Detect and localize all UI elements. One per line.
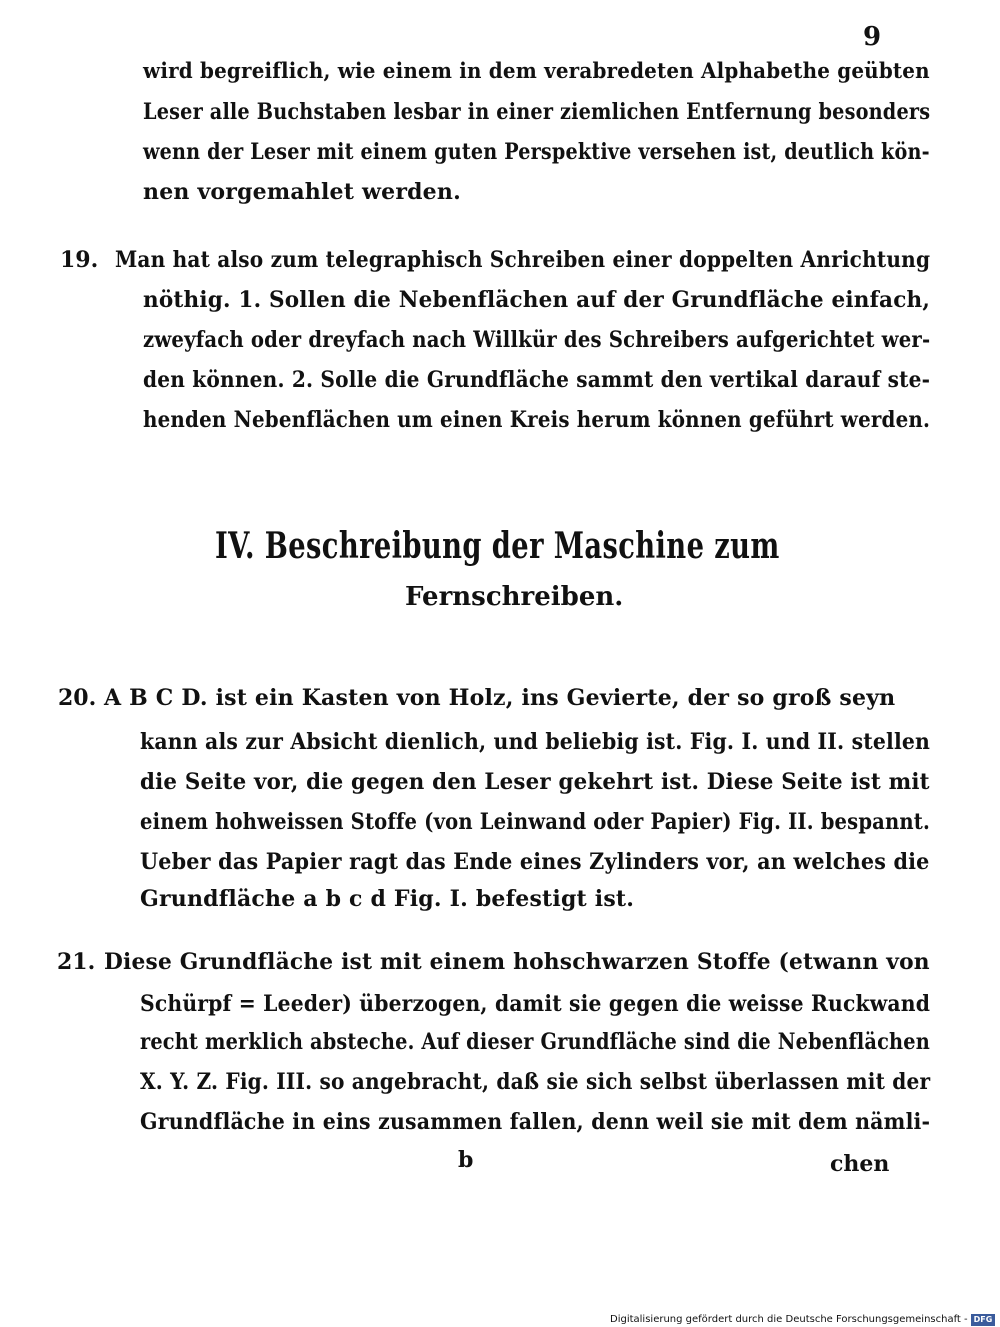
- paragraph-line: henden Nebenflächen um einen Kreis herum können geführt werden.: [143, 407, 931, 433]
- catchword: chen: [830, 1151, 890, 1177]
- paragraph-line: X. Y. Z. Fig. III. so angebracht, daß sie sich selbst überlassen mit der: [140, 1069, 931, 1095]
- intro-line: Leser alle Buchstaben lesbar in einer ziemlichen Entfernung besonders: [143, 99, 931, 125]
- digitization-credit: [610, 1313, 995, 1327]
- section-subheading: Fernschreiben.: [405, 582, 624, 612]
- paragraph-line: A B C D. ist ein Kasten von Holz, ins Gevierte, der so groß seyn: [104, 685, 896, 711]
- paragraph-line: zweyfach oder dreyfach nach Willkür des Schreibers aufgerichtet wer-: [143, 327, 931, 353]
- paragraph-line: Schürpf = Leeder) überzogen, damit sie gegen die weisse Ruckwand: [140, 991, 931, 1017]
- paragraph-line: Grundfläche in eins zusammen fallen, denn weil sie mit dem nämli-: [140, 1109, 931, 1135]
- paragraph-line: Ueber das Papier ragt das Ende eines Zylinders vor, an welches die: [140, 849, 930, 875]
- intro-line: wenn der Leser mit einem guten Perspektive versehen ist, deutlich kön-: [143, 139, 930, 165]
- paragraph-line: den können. 2. Solle die Grundfläche sammt den vertikal darauf ste-: [143, 367, 931, 393]
- intro-line: wird begreiflich, wie einem in dem verabredeten Alphabethe geübten: [143, 59, 930, 84]
- credit-text: Digitalisierung gefördert durch die Deutsche Forschungsgemeinschaft -: [610, 1314, 968, 1325]
- signature-mark: b: [458, 1147, 474, 1173]
- dfg-logo-icon: DFG: [971, 1314, 996, 1326]
- paragraph-line: Man hat also zum telegraphisch Schreiben einer doppelten Anrichtung: [115, 247, 931, 273]
- paragraph-number: 20.: [58, 685, 97, 711]
- paragraph-line: kann als zur Absicht dienlich, und beliebig ist. Fig. I. und II. stellen: [140, 729, 931, 755]
- paragraph-line: Grundfläche a b c d Fig. I. befestigt ist.: [140, 886, 635, 912]
- page-number: 9: [863, 22, 882, 52]
- intro-line: nen vorgemahlet werden.: [143, 179, 461, 205]
- paragraph-line: nöthig. 1. Sollen die Nebenflächen auf der Grundfläche einfach,: [143, 287, 931, 313]
- paragraph-line: Diese Grundfläche ist mit einem hohschwarzen Stoffe (etwann von: [104, 949, 930, 975]
- paragraph-line: die Seite vor, die gegen den Leser gekehrt ist. Diese Seite ist mit: [140, 769, 930, 795]
- section-heading: IV. Beschreibung der Maschine zum: [215, 525, 780, 567]
- paragraph-number: 19.: [60, 247, 99, 273]
- paragraph-line: einem hohweissen Stoffe (von Leinwand oder Papier) Fig. II. bespannt.: [140, 809, 931, 835]
- paragraph-line: recht merklich absteche. Auf dieser Grundfläche sind die Nebenflächen: [140, 1029, 930, 1055]
- paragraph-number: 21.: [57, 949, 96, 975]
